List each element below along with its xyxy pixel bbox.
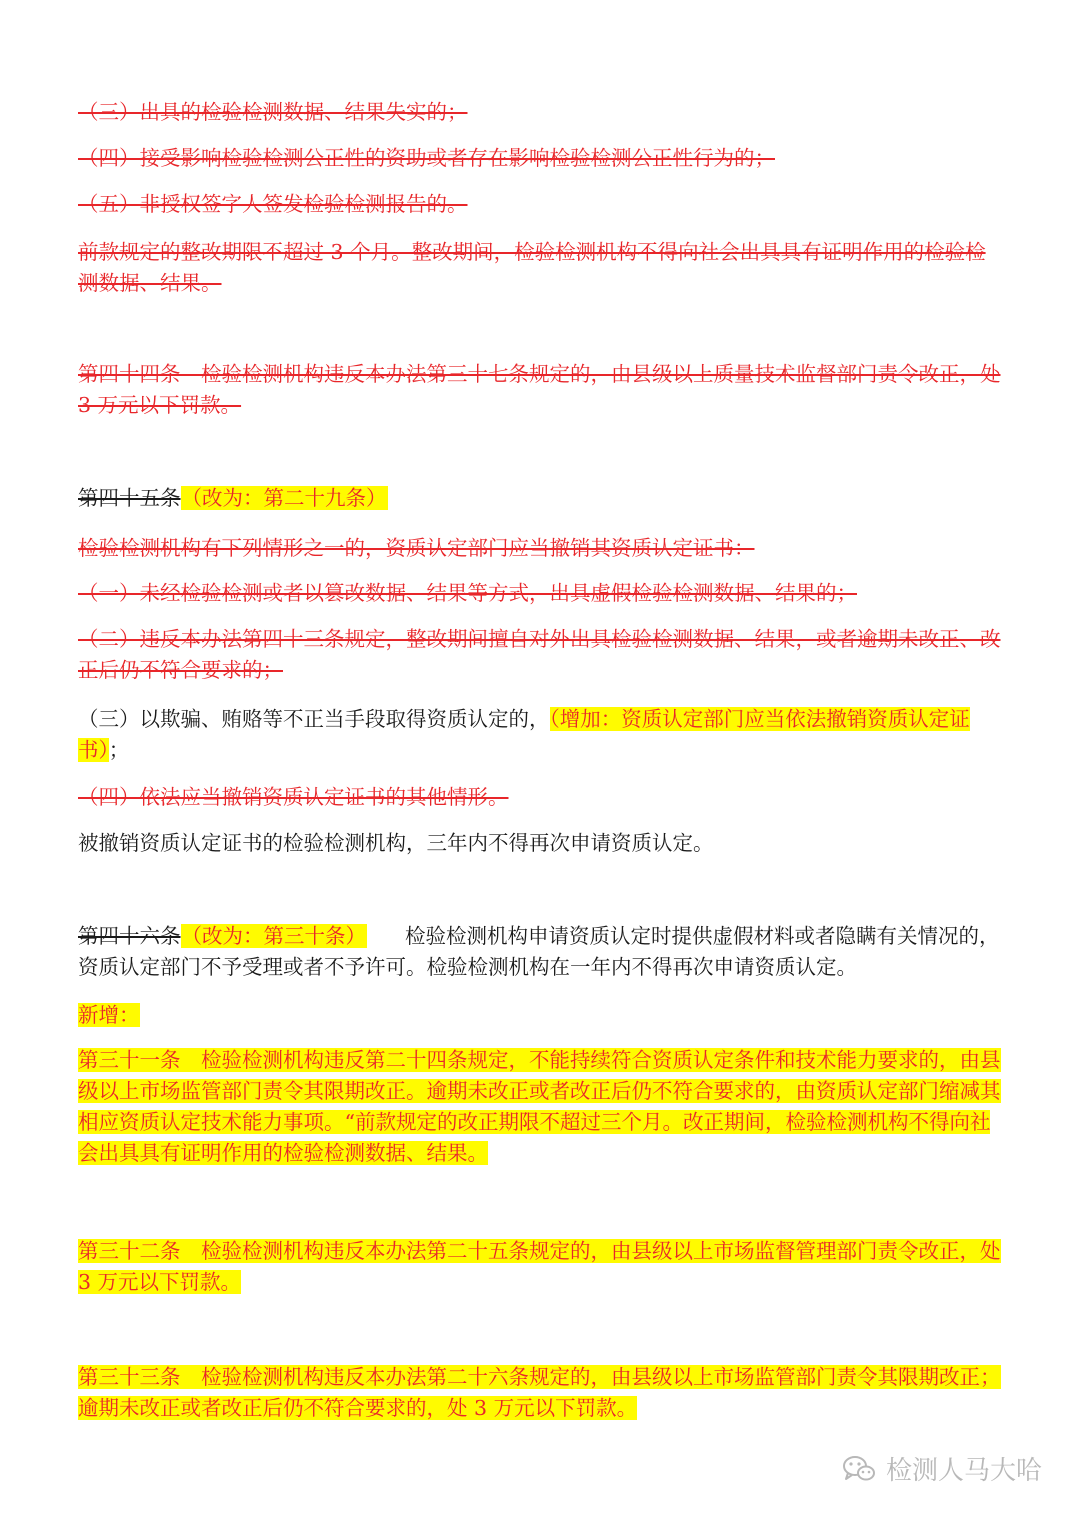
new-article-32: 第三十二条 检验检测机构违反本办法第二十五条规定的，由县级以上市场监督管理部门责令改正，处 3 万元以下罚款。 [78,1239,1001,1294]
article-46-old-number: 第四十六条 [78,924,181,948]
article-45-item-3-text: （三）以欺骗、贿赂等不正当手段取得资质认定的， [78,707,550,731]
article-45-item-3-end: ； [108,738,130,762]
article-46 [78,921,1003,983]
article-45-tail: 被撤销资质认定证书的检验检测机构，三年内不得再次申请资质认定。 [78,831,714,855]
deleted-item-4: （四）接受影响检验检测公正性的资助或者存在影响检验检测公正性行为的； [78,146,775,170]
article-45-item-3-addition: （增加：资质认定部门应当依法撤销资质认定证书） [78,707,970,762]
article-45-heading [78,483,1003,514]
article-46-text: 检验检测机构申请资质认定时提供虚假材料或者隐瞒有关情况的，资质认定部门不予受理或者不予许可。检验检测机构在一年内不得再次申请资质认定。 [78,924,1000,979]
deleted-article-44: 第四十四条 检验检测机构违反本办法第三十七条规定的，由县级以上质量技术监督部门责令改正，处 3 万元以下罚款。 [78,362,1001,417]
article-45-item-3 [78,704,1003,766]
deleted-item-3: （三）出具的检验检测数据、结果失实的； [78,100,468,124]
new-article-31: 第三十一条 检验检测机构违反第二十四条规定，不能持续符合资质认定条件和技术能力要求的，由县级以上市场监管部门责令其限期改正。逾期未改正或者改正后仍不符合要求的，由资质认定部门缩减其相应资质认定技术能力事项。“前款规定的改正期限不超过三个月。改正期间，检验检测机构不得向社会出具具有证明作用的检验检测数据、结果。 [78,1048,1001,1165]
new-section-label: 新增： [78,1003,140,1027]
deleted-article-45-item-1: （一）未经检验检测或者以篡改数据、结果等方式，出具虚假检验检测数据、结果的； [78,581,857,605]
deleted-article-45-intro: 检验检测机构有下列情形之一的，资质认定部门应当撤销其资质认定证书： [78,536,755,560]
watermark [842,1450,1042,1487]
watermark-text: 检测人马大哈 [885,1456,1042,1486]
article-45-renumber-note: （改为：第二十九条） [181,486,387,510]
article-45-old-number: 第四十五条 [78,486,181,510]
deleted-article-45-item-4: （四）依法应当撤销资质认定证书的其他情形。 [78,785,509,809]
new-article-33: 第三十三条 检验检测机构违反本办法第二十六条规定的，由县级以上市场监管部门责令其限期改正；逾期未改正或者改正后仍不符合要求的，处 3 万元以下罚款。 [78,1365,1001,1420]
deleted-article-45-item-2: （二）违反本办法第四十三条规定，整改期间擅自对外出具检验检测数据、结果，或者逾期未改正、改正后仍不符合要求的； [78,627,1001,682]
article-46-renumber-note: （改为：第三十条） [181,924,366,948]
deleted-deadline-paragraph: 前款规定的整改期限不超过 3 个月。整改期间，检验检测机构不得向社会出具具有证明作用的检验检测数据、结果。 [78,240,986,295]
wechat-icon [842,1454,876,1484]
deleted-item-5: （五）非授权签字人签发检验检测报告的。 [78,192,468,216]
